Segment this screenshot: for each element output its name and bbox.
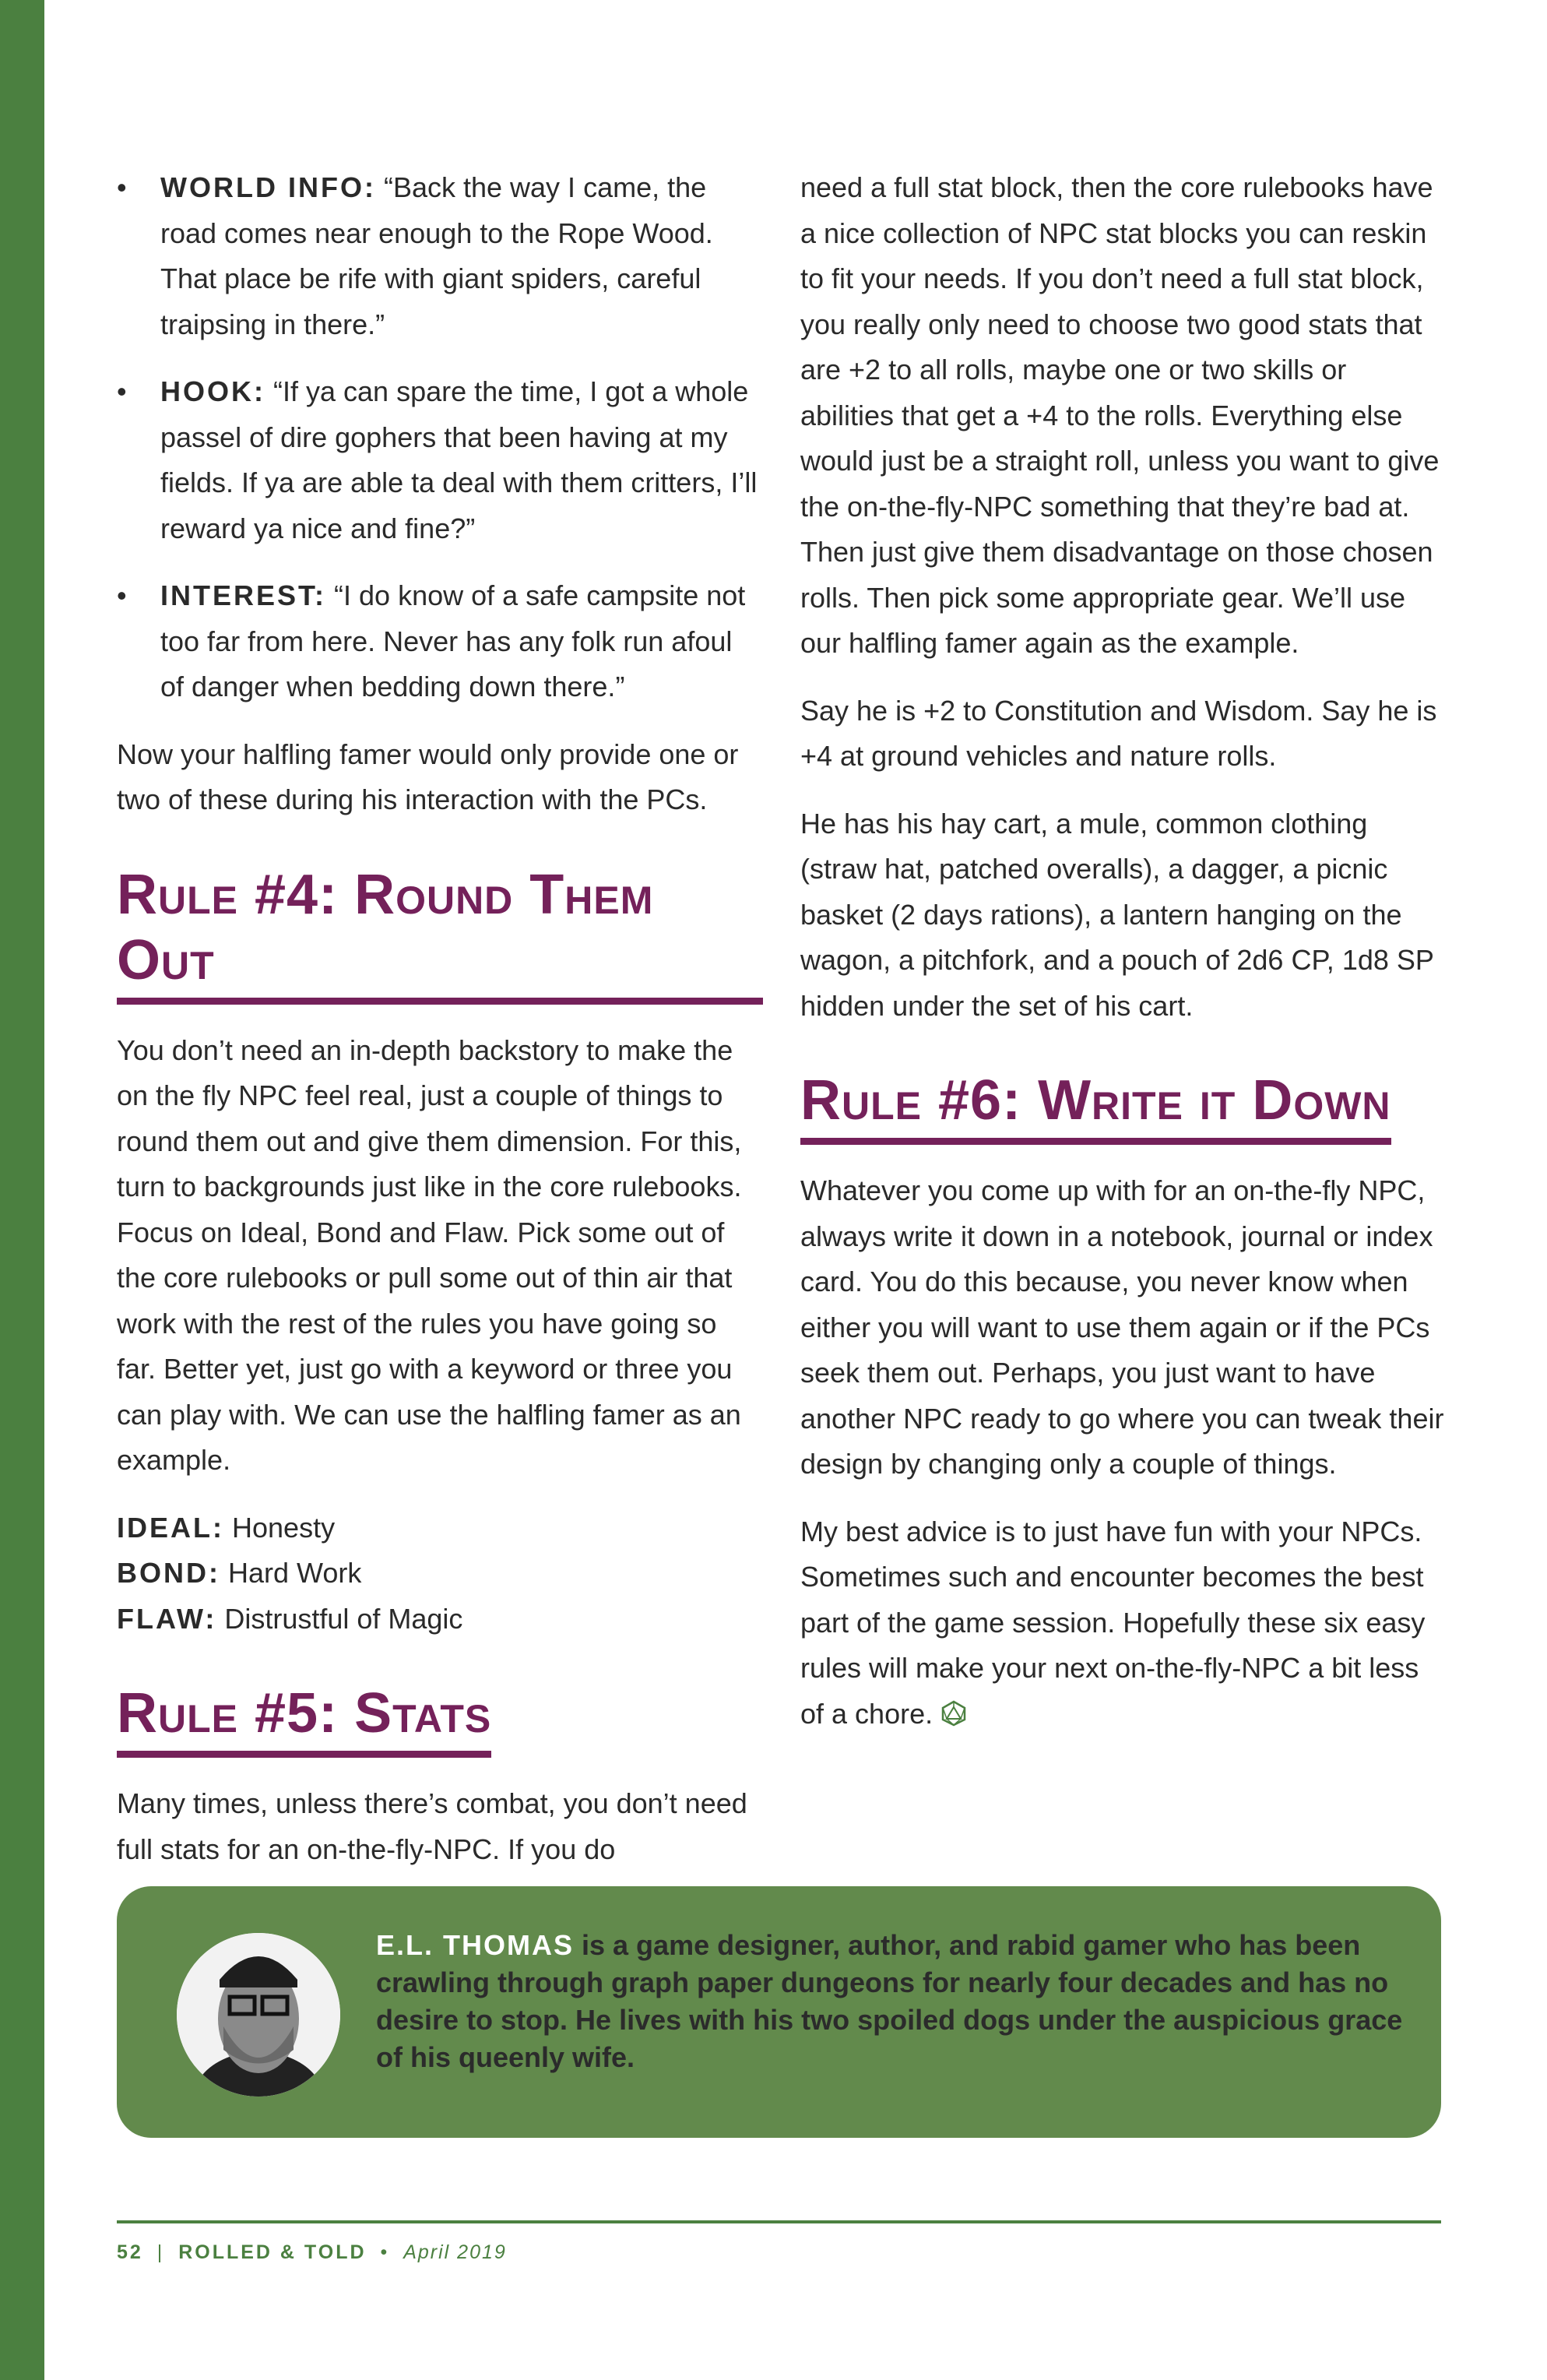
rule6-heading: Rule #6: Write it Down (800, 1068, 1391, 1145)
bio-description: is a game designer, author, and rabid gamer who has been crawling through graph paper dungeons for nearly four decades and has no desire to stop. He lives with his two spoiled dogs under the auspicious grace of his queenly wife. (376, 1929, 1403, 2073)
author-avatar (177, 1933, 340, 2097)
d20-icon (941, 1695, 967, 1721)
trait-value: Honesty (232, 1511, 336, 1544)
footer-divider (117, 2220, 1441, 2223)
author-name: E.L. THOMAS (376, 1929, 574, 1961)
paragraph (800, 1509, 1447, 1737)
paragraph: He has his hay cart, a mule, common clothing (straw hat, patched overalls), a dagger, a picnic basket (2 days rations), a lantern hanging on the wagon, a pitchfork, and a pouch of 2d6 CP, 1d8 SP hidden under the set of his cart. (800, 807, 1434, 1022)
list-item (117, 573, 763, 710)
bullet-label: WORLD INFO: (160, 171, 376, 203)
paragraph: need a full stat block, then the core rulebooks have a nice collection of NPC stat blocks you can reskin to fit your needs. If you don’t need a full stat block, you really only need to choose two good stats that are +2 to all rolls, maybe one or two skills or abilities that get a +4 to the rolls. Everything else would just be a straight roll, unless you want to give the on-the-fly-NPC something that they’re bad at. Then just give them disadvantage on those chosen rolls. Then pick some appropriate gear. We’ll use our halfling famer again as the example. (800, 171, 1440, 659)
npc-info-list (117, 165, 763, 710)
list-item (117, 165, 763, 347)
footer-separator: | (156, 2241, 165, 2263)
traits-list (117, 1505, 763, 1642)
bullet-text: “I do know of a safe campsite not too far from here. Never has any folk run afoul of danger when bedding down there.” (160, 579, 746, 702)
author-bio-box (117, 1886, 1441, 2138)
publication-name: ROLLED & TOLD (178, 2241, 367, 2263)
right-column (800, 165, 1447, 1759)
bullet-text: “Back the way I came, the road comes near enough to the Rope Wood. That place be rife with giant spiders, careful traipsing in there.” (160, 171, 713, 340)
paragraph: Now your halfling famer would only provide one or two of these during his interaction with the PCs. (117, 738, 739, 815)
left-column (117, 165, 763, 1894)
footer-bullet: • (380, 2241, 390, 2263)
trait-value: Hard Work (228, 1557, 362, 1589)
trait-label: FLAW: (117, 1602, 217, 1635)
bullet-text: “If ya can spare the time, I got a whole passel of dire gophers that been having at my fields. If ya are able ta deal with them critters, I’ll reward ya nice and fine?” (160, 375, 758, 544)
trait-flaw (117, 1597, 763, 1642)
trait-ideal (117, 1505, 763, 1551)
paragraph: Whatever you come up with for an on-the-fly NPC, always write it down in a notebook, journal or index card. You do this because, you never know when either you will want to use them again or if the PCs seek them out. Perhaps, you just want to have another NPC ready to go where you can tweak their design by changing only a couple of things. (800, 1174, 1444, 1480)
rule4-heading: Rule #4: Round Them Out (117, 862, 763, 1005)
paragraph: You don’t need an in-depth backstory to make the on the fly NPC feel real, just a couple of things to round them out and give them dimension. For this, turn to backgrounds just like in the core rulebooks. Focus on Ideal, Bond and Flaw. Pick some out of the core rulebooks or pull some out of thin air that work with the rest of the rules you have going so far. Better yet, just go with a keyword or three you can play with. We can use the halfling famer as an example. (117, 1033, 742, 1476)
trait-value: Distrustful of Magic (224, 1602, 463, 1635)
bullet-label: HOOK: (160, 375, 265, 407)
page-number: 52 (117, 2241, 143, 2263)
trait-bond (117, 1551, 763, 1597)
page-footer (117, 2241, 507, 2264)
list-item (117, 369, 763, 551)
paragraph: Many times, unless there’s combat, you don’t need full stats for an on-the-fly-NPC. If you do (117, 1787, 747, 1865)
green-sidebar-stripe (0, 0, 44, 2380)
paragraph: Say he is +2 to Constitution and Wisdom. Say he is +4 at ground vehicles and nature rolls. (800, 694, 1437, 772)
closing-text: My best advice is to just have fun with your NPCs. Sometimes such and encounter becomes the best part of the game session. Hopefully these six easy rules will make your next on-the-fly-NPC a bit less of a chore. (800, 1515, 1426, 1730)
rule5-heading: Rule #5: Stats (117, 1681, 491, 1758)
issue-date: April 2019 (403, 2241, 507, 2263)
trait-label: BOND: (117, 1557, 220, 1589)
author-bio-text (376, 1927, 1412, 2076)
trait-label: IDEAL: (117, 1511, 224, 1544)
bullet-label: INTEREST: (160, 579, 327, 611)
